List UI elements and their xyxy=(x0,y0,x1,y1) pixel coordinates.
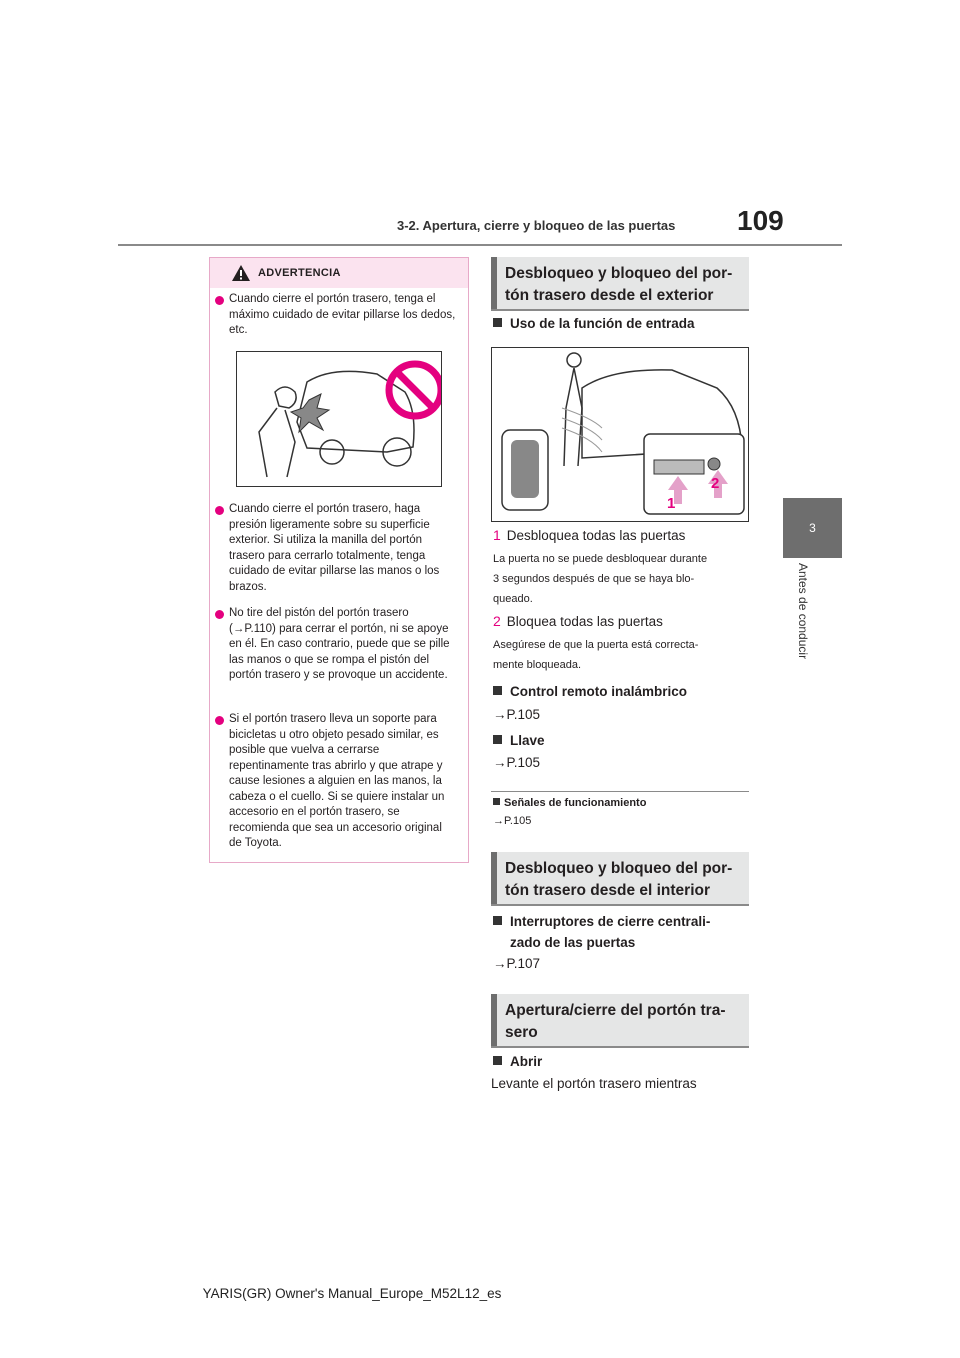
chapter-tab: 3 xyxy=(783,498,842,558)
footer xyxy=(0,1286,960,1301)
ref-central-lock[interactable]: →P.107 xyxy=(493,956,541,971)
section-header-exterior xyxy=(491,257,749,309)
header-rule xyxy=(118,244,842,246)
subheading-open xyxy=(493,1054,542,1069)
ref-remote[interactable]: →P.105 xyxy=(493,707,541,722)
warning-item-4: Si el portón trasero lleva un soporte para bicicletas u otro objeto pesado similar, es posible que vuelva a cerrarse repentinamente tras abrirlo y que atrape y cause lesiones a alguien en las manos, la cabeza o el cuello. Si se quiere instalar un accesorio en el portón trasero, se recomienda que sea un accesorio original de Toyota. xyxy=(229,713,445,849)
warning-item-1: Cuando cierre el portón trasero, tenga el máximo cuidado de evitar pillarse los dedos, etc. xyxy=(229,293,456,336)
subheading-entry-function-text: Uso de la función de entrada xyxy=(510,316,695,331)
note-rule xyxy=(491,791,749,792)
step-2-number: 2 xyxy=(493,613,501,629)
square-bullet-icon xyxy=(493,318,502,327)
subheading-central-lock xyxy=(493,911,710,953)
chapter-label-text: Antes de conducir xyxy=(796,563,810,660)
section-header-exterior-line1: Desbloqueo y bloqueo del por- xyxy=(505,265,733,282)
section-header-interior xyxy=(491,852,749,904)
warning-box xyxy=(209,257,469,863)
subheading-key xyxy=(493,733,545,748)
step-2 xyxy=(493,613,663,629)
bullet-dot-icon xyxy=(215,506,224,515)
warning-header xyxy=(210,258,468,288)
step-1-number: 1 xyxy=(493,527,501,543)
square-bullet-icon xyxy=(493,798,500,805)
step-2-note-line1: Asegúrese de que la puerta está correcta- xyxy=(493,639,699,651)
section-header-interior-line1: Desbloqueo y bloqueo del por- xyxy=(505,860,733,877)
section-rule xyxy=(491,904,749,906)
subheading-entry-function xyxy=(493,316,695,331)
square-bullet-icon xyxy=(493,916,502,925)
bullet-dot-icon xyxy=(215,610,224,619)
ref-key[interactable]: →P.105 xyxy=(493,755,541,770)
step-1-note xyxy=(493,549,707,609)
ref-signals[interactable]: →P.105 xyxy=(493,815,532,827)
step-1-note-line3: queado. xyxy=(493,593,533,605)
tailgate-warning-illustration xyxy=(236,351,442,487)
section-header-exterior-line2: tón trasero desde el exterior xyxy=(505,287,714,304)
car-smart-key-icon xyxy=(492,348,748,521)
step-1-note-line2: 3 segundos después de que se haya blo- xyxy=(493,573,695,585)
bullet-dot-icon xyxy=(215,296,224,305)
footer-text: YARIS(GR) Owner's Manual_Europe_M52L12_es xyxy=(202,1286,502,1301)
step-1 xyxy=(493,527,685,543)
page-number: 109 xyxy=(737,205,784,236)
square-bullet-icon xyxy=(493,735,502,744)
callout-2: 2 xyxy=(711,475,720,492)
warning-item-2: Cuando cierre el portón trasero, haga presión ligeramente sobre su superficie exterior. Si utiliza la manilla del portón trasero para cerrarlo totalmente, tenga cuidado de evitar pillarse las manos o los brazos. xyxy=(229,503,440,593)
square-bullet-icon xyxy=(493,1056,502,1065)
section-rule xyxy=(491,309,749,311)
warning-item-3: No tire del pistón del portón trasero (→P.110) para cerrar el portón, ni se apoye en él. En caso contrario, puede que se pille las manos o que se rompa el pistón del portón trasero y se provoque un accidente. xyxy=(229,607,450,681)
section-header-open-close-line2: sero xyxy=(505,1024,538,1041)
open-instructions: Levante el portón trasero mientras xyxy=(491,1076,697,1091)
entry-function-illustration xyxy=(491,347,749,522)
subheading-central-lock-line1: Interruptores de cierre centrali- xyxy=(510,914,711,929)
section-title: 3-2. Apertura, cierre y bloqueo de las puertas xyxy=(397,218,676,233)
subheading-remote xyxy=(493,684,687,699)
subheading-remote-text: Control remoto inalámbrico xyxy=(510,684,688,699)
callout-1: 1 xyxy=(667,495,676,512)
step-2-note-line2: mente bloqueada. xyxy=(493,659,582,671)
section-rule xyxy=(491,1046,749,1048)
car-pinch-icon xyxy=(237,352,441,486)
step-1-text: Desbloquea todas las puertas xyxy=(506,528,686,543)
section-header-open-close xyxy=(491,994,749,1046)
chapter-label xyxy=(782,563,822,683)
subheading-key-text: Llave xyxy=(510,733,545,748)
step-2-note xyxy=(493,635,698,675)
step-1-note-line1: La puerta no se puede desbloquear durante xyxy=(493,553,708,565)
warning-title: ADVERTENCIA xyxy=(258,267,341,279)
warning-triangle-icon xyxy=(231,264,251,282)
subheading-signals-text: Señales de funcionamiento xyxy=(504,797,647,809)
section-header-open-close-line1: Apertura/cierre del portón tra- xyxy=(505,1002,726,1019)
subheading-central-lock-line2: zado de las puertas xyxy=(510,935,636,950)
subheading-open-text: Abrir xyxy=(510,1054,543,1069)
square-bullet-icon xyxy=(493,686,502,695)
subheading-signals xyxy=(493,797,646,809)
section-header-interior-line2: tón trasero desde el interior xyxy=(505,882,710,899)
step-2-text: Bloquea todas las puertas xyxy=(506,614,663,629)
bullet-dot-icon xyxy=(215,716,224,725)
